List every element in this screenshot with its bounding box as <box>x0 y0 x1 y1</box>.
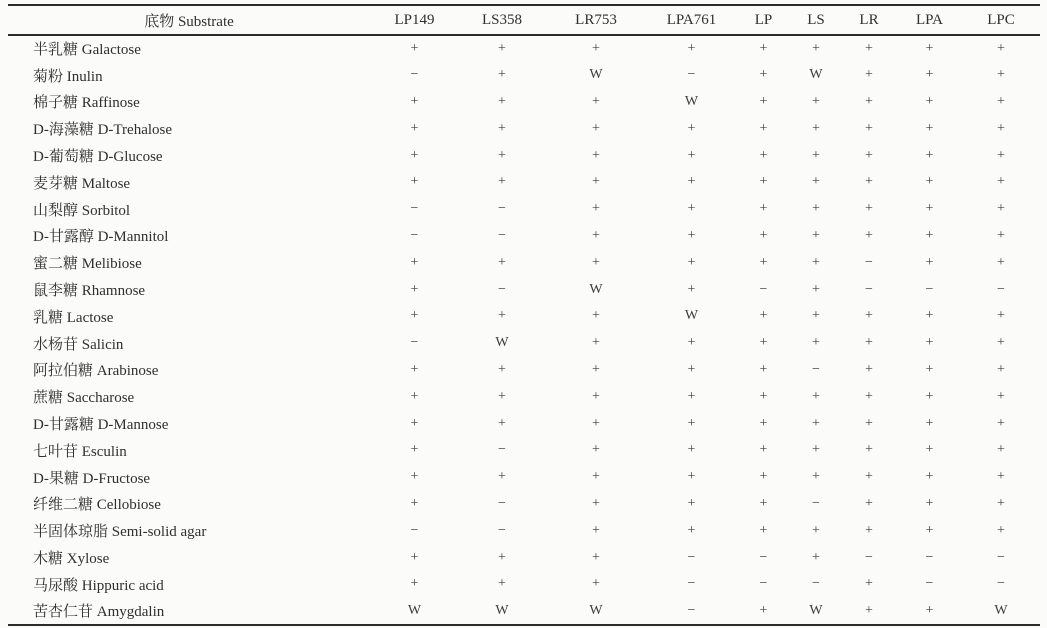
result-cell: + <box>687 227 696 243</box>
table-row <box>8 544 1040 571</box>
result-cell: + <box>997 388 1005 404</box>
substrate-cell: D-果糖 D-Fructose <box>33 470 151 487</box>
result-cell: − <box>997 549 1005 565</box>
column-header-ls358: LS358 <box>481 11 522 28</box>
result-cell: − <box>410 67 419 83</box>
column-header-lp: LP <box>754 11 773 28</box>
result-cell: + <box>592 254 600 270</box>
result-cell: + <box>865 602 873 618</box>
column-header-lr: LR <box>859 11 879 28</box>
result-cell: + <box>865 308 873 324</box>
result-cell: + <box>592 469 600 485</box>
result-cell: + <box>410 415 419 431</box>
result-cell: + <box>925 147 934 163</box>
result-cell: + <box>410 576 419 592</box>
result-cell: + <box>812 254 820 270</box>
table-row <box>8 464 1040 491</box>
result-cell: + <box>759 147 768 163</box>
result-cell: + <box>925 388 934 404</box>
result-cell: W <box>407 602 422 618</box>
result-cell: + <box>759 442 768 458</box>
result-cell: + <box>997 415 1005 431</box>
result-cell: + <box>997 469 1005 485</box>
result-cell: + <box>812 442 820 458</box>
result-cell: + <box>592 388 600 404</box>
substrate-cell: D-甘露糖 D-Mannose <box>33 417 169 434</box>
result-cell: − <box>997 576 1005 592</box>
result-cell: + <box>592 120 600 136</box>
result-cell: − <box>997 281 1005 297</box>
result-cell: + <box>498 254 506 270</box>
table-row <box>8 491 1040 518</box>
result-cell: + <box>925 120 934 136</box>
substrate-cell: 半固体琼脂 Semi-solid agar <box>33 524 207 541</box>
result-cell: + <box>687 254 696 270</box>
table-row <box>8 62 1040 89</box>
result-cell: + <box>925 40 934 56</box>
result-cell: + <box>592 576 600 592</box>
result-cell: + <box>865 576 873 592</box>
result-cell: + <box>997 201 1005 217</box>
result-cell: + <box>812 174 820 190</box>
result-cell: − <box>865 281 873 297</box>
result-cell: + <box>410 254 419 270</box>
result-cell: + <box>997 227 1005 243</box>
result-cell: + <box>592 361 600 377</box>
result-cell: − <box>865 549 873 565</box>
result-cell: + <box>687 281 696 297</box>
result-cell: + <box>410 308 419 324</box>
result-cell: + <box>410 147 419 163</box>
substrate-results-table <box>8 4 1040 626</box>
table-row <box>8 35 1040 62</box>
substrate-cell: 苦杏仁苷 Amygdalin <box>33 604 165 621</box>
result-cell: + <box>997 254 1005 270</box>
result-cell: + <box>410 495 419 511</box>
result-cell: + <box>410 174 419 190</box>
table-row <box>8 223 1040 250</box>
result-cell: + <box>812 201 820 217</box>
table-row <box>8 357 1040 384</box>
result-cell: + <box>687 415 696 431</box>
result-cell: + <box>925 415 934 431</box>
result-cell: + <box>498 308 506 324</box>
result-cell: + <box>925 308 934 324</box>
result-cell: + <box>812 335 820 351</box>
result-cell: + <box>410 442 419 458</box>
result-cell: − <box>812 495 820 511</box>
result-cell: W <box>994 602 1008 618</box>
table-row <box>8 330 1040 357</box>
substrate-cell: D-海藻糖 D-Trehalose <box>33 122 173 139</box>
result-cell: + <box>925 522 934 538</box>
result-cell: + <box>997 308 1005 324</box>
substrate-cell: 山梨醇 Sorbitol <box>33 202 131 219</box>
table-row <box>8 571 1040 598</box>
result-cell: + <box>687 174 696 190</box>
result-cell: − <box>865 254 873 270</box>
result-cell: + <box>865 442 873 458</box>
result-cell: + <box>687 147 696 163</box>
result-cell: + <box>997 120 1005 136</box>
result-cell: + <box>812 227 820 243</box>
result-cell: − <box>498 201 506 217</box>
result-cell: + <box>759 361 768 377</box>
result-cell: + <box>592 549 600 565</box>
result-cell: + <box>812 281 820 297</box>
result-cell: + <box>687 201 696 217</box>
result-cell: W <box>589 67 603 83</box>
result-cell: + <box>759 522 768 538</box>
result-cell: − <box>687 67 696 83</box>
column-header-substrate: 底物 Substrate <box>144 13 234 30</box>
result-cell: + <box>865 335 873 351</box>
result-cell: + <box>865 93 873 109</box>
result-cell: + <box>592 201 600 217</box>
result-cell: + <box>812 120 820 136</box>
result-cell: + <box>498 174 506 190</box>
result-cell: + <box>997 67 1005 83</box>
table-row <box>8 517 1040 544</box>
result-cell: + <box>812 308 820 324</box>
header-row <box>8 5 1040 35</box>
result-cell: + <box>498 469 506 485</box>
result-cell: + <box>592 40 600 56</box>
result-cell: + <box>687 335 696 351</box>
result-cell: + <box>498 388 506 404</box>
result-cell: + <box>812 147 820 163</box>
result-cell: − <box>410 522 419 538</box>
result-cell: + <box>759 335 768 351</box>
result-cell: − <box>812 361 820 377</box>
result-cell: + <box>925 254 934 270</box>
result-cell: − <box>812 576 820 592</box>
result-cell: + <box>759 469 768 485</box>
substrate-cell: 麦芽糖 Maltose <box>33 175 131 192</box>
result-cell: + <box>592 442 600 458</box>
result-cell: − <box>925 281 934 297</box>
result-cell: + <box>759 201 768 217</box>
result-cell: − <box>498 442 506 458</box>
result-cell: + <box>925 67 934 83</box>
result-cell: − <box>925 576 934 592</box>
result-cell: + <box>592 227 600 243</box>
result-cell: + <box>759 602 768 618</box>
result-cell: + <box>687 522 696 538</box>
result-cell: − <box>687 602 696 618</box>
result-cell: − <box>410 201 419 217</box>
table-row <box>8 410 1040 437</box>
result-cell: + <box>687 120 696 136</box>
result-cell: + <box>687 388 696 404</box>
result-cell: + <box>410 469 419 485</box>
result-cell: + <box>925 227 934 243</box>
result-cell: + <box>925 174 934 190</box>
result-cell: − <box>410 227 419 243</box>
table-body <box>8 35 1040 625</box>
result-cell: + <box>997 93 1005 109</box>
result-cell: + <box>410 388 419 404</box>
result-cell: + <box>592 308 600 324</box>
result-cell: + <box>865 522 873 538</box>
result-cell: + <box>865 67 873 83</box>
result-cell: + <box>865 40 873 56</box>
result-cell: + <box>592 147 600 163</box>
result-cell: + <box>592 93 600 109</box>
result-cell: + <box>592 174 600 190</box>
result-cell: + <box>865 361 873 377</box>
result-cell: + <box>410 549 419 565</box>
result-cell: + <box>925 469 934 485</box>
table-row <box>8 303 1040 330</box>
result-cell: W <box>684 308 699 324</box>
result-cell: + <box>865 388 873 404</box>
table-row <box>8 89 1040 116</box>
result-cell: + <box>759 93 768 109</box>
substrate-cell: D-葡萄糖 D-Glucose <box>33 149 163 166</box>
result-cell: W <box>589 281 603 297</box>
result-cell: + <box>687 361 696 377</box>
result-cell: − <box>687 576 696 592</box>
result-cell: + <box>812 415 820 431</box>
substrate-cell: 七叶苷 Esculin <box>33 443 127 460</box>
result-cell: + <box>865 147 873 163</box>
substrate-cell: 蔗糖 Saccharose <box>33 390 135 407</box>
result-cell: + <box>498 120 506 136</box>
result-cell: + <box>865 174 873 190</box>
table-row <box>8 249 1040 276</box>
result-cell: − <box>759 549 768 565</box>
result-cell: − <box>759 576 768 592</box>
substrate-cell: 水杨苷 Salicin <box>33 336 124 353</box>
result-cell: + <box>759 388 768 404</box>
result-cell: + <box>997 335 1005 351</box>
result-cell: + <box>759 415 768 431</box>
result-cell: + <box>759 120 768 136</box>
result-cell: + <box>925 361 934 377</box>
column-header-lpa: LPA <box>916 11 943 28</box>
table-row <box>8 115 1040 142</box>
result-cell: + <box>759 174 768 190</box>
result-cell: + <box>865 469 873 485</box>
result-cell: + <box>498 40 506 56</box>
result-cell: + <box>812 40 820 56</box>
result-cell: − <box>925 549 934 565</box>
result-cell: + <box>865 227 873 243</box>
result-cell: + <box>592 415 600 431</box>
result-cell: + <box>410 120 419 136</box>
substrate-cell: 马尿酸 Hippuric acid <box>33 577 164 594</box>
result-cell: + <box>925 442 934 458</box>
result-cell: + <box>410 281 419 297</box>
result-cell: + <box>498 67 506 83</box>
result-cell: + <box>410 40 419 56</box>
table-row <box>8 196 1040 223</box>
result-cell: + <box>498 576 506 592</box>
column-header-lr753: LR753 <box>575 11 617 28</box>
result-cell: − <box>498 522 506 538</box>
substrate-cell: 半乳糖 Galactose <box>33 42 141 59</box>
result-cell: + <box>865 120 873 136</box>
column-header-lpa761: LPA761 <box>666 11 717 28</box>
result-cell: + <box>997 442 1005 458</box>
column-header-lp149: LP149 <box>394 11 435 28</box>
table-row <box>8 142 1040 169</box>
result-cell: + <box>687 469 696 485</box>
result-cell: − <box>498 495 506 511</box>
result-cell: + <box>687 40 696 56</box>
result-cell: + <box>759 495 768 511</box>
result-cell: + <box>925 335 934 351</box>
result-cell: − <box>410 335 419 351</box>
result-cell: + <box>410 361 419 377</box>
result-cell: − <box>687 549 696 565</box>
result-cell: − <box>759 281 768 297</box>
substrate-cell: 棉子糖 Raffinose <box>33 95 140 112</box>
result-cell: + <box>498 549 506 565</box>
substrate-cell: 鼠李糖 Rhamnose <box>33 283 146 300</box>
result-cell: + <box>925 93 934 109</box>
result-cell: + <box>759 227 768 243</box>
result-cell: + <box>498 93 506 109</box>
column-header-ls: LS <box>807 11 825 28</box>
result-cell: + <box>592 495 600 511</box>
substrate-cell: 阿拉伯糖 Arabinose <box>33 363 159 380</box>
result-cell: + <box>997 147 1005 163</box>
result-cell: + <box>997 174 1005 190</box>
result-cell: W <box>684 93 699 109</box>
result-cell: + <box>865 201 873 217</box>
result-cell: + <box>997 361 1005 377</box>
result-cell: W <box>809 67 823 83</box>
result-cell: + <box>812 522 820 538</box>
table-row <box>8 437 1040 464</box>
result-cell: + <box>997 40 1005 56</box>
result-cell: W <box>495 602 509 618</box>
result-cell: + <box>592 522 600 538</box>
substrate-cell: 木糖 Xylose <box>33 551 110 568</box>
result-cell: + <box>759 40 768 56</box>
result-cell: W <box>495 335 509 351</box>
result-cell: + <box>925 602 934 618</box>
result-cell: + <box>498 415 506 431</box>
substrate-cell: 乳糖 Lactose <box>33 309 114 326</box>
result-cell: + <box>997 495 1005 511</box>
table-row <box>8 598 1040 625</box>
substrate-cell: 菊粉 Inulin <box>33 68 103 85</box>
result-cell: + <box>687 495 696 511</box>
result-cell: + <box>865 415 873 431</box>
result-cell: W <box>809 602 823 618</box>
result-cell: + <box>812 388 820 404</box>
table-row <box>8 169 1040 196</box>
column-header-lpc: LPC <box>987 11 1015 28</box>
result-cell: + <box>498 147 506 163</box>
result-cell: + <box>812 469 820 485</box>
result-cell: + <box>687 442 696 458</box>
result-cell: + <box>865 495 873 511</box>
result-cell: + <box>812 93 820 109</box>
result-cell: + <box>592 335 600 351</box>
result-cell: W <box>589 602 603 618</box>
substrate-cell: 蜜二糖 Melibiose <box>33 256 142 273</box>
substrate-cell: D-甘露醇 D-Mannitol <box>33 229 169 246</box>
substrate-cell: 纤维二糖 Cellobiose <box>33 497 161 514</box>
result-cell: − <box>498 281 506 297</box>
result-cell: + <box>812 549 820 565</box>
result-cell: + <box>759 254 768 270</box>
result-cell: + <box>759 67 768 83</box>
result-cell: + <box>410 93 419 109</box>
result-cell: + <box>997 522 1005 538</box>
table-row <box>8 276 1040 303</box>
result-cell: + <box>498 361 506 377</box>
result-cell: + <box>925 201 934 217</box>
table-row <box>8 383 1040 410</box>
result-cell: + <box>759 308 768 324</box>
result-cell: − <box>498 227 506 243</box>
result-cell: + <box>925 495 934 511</box>
